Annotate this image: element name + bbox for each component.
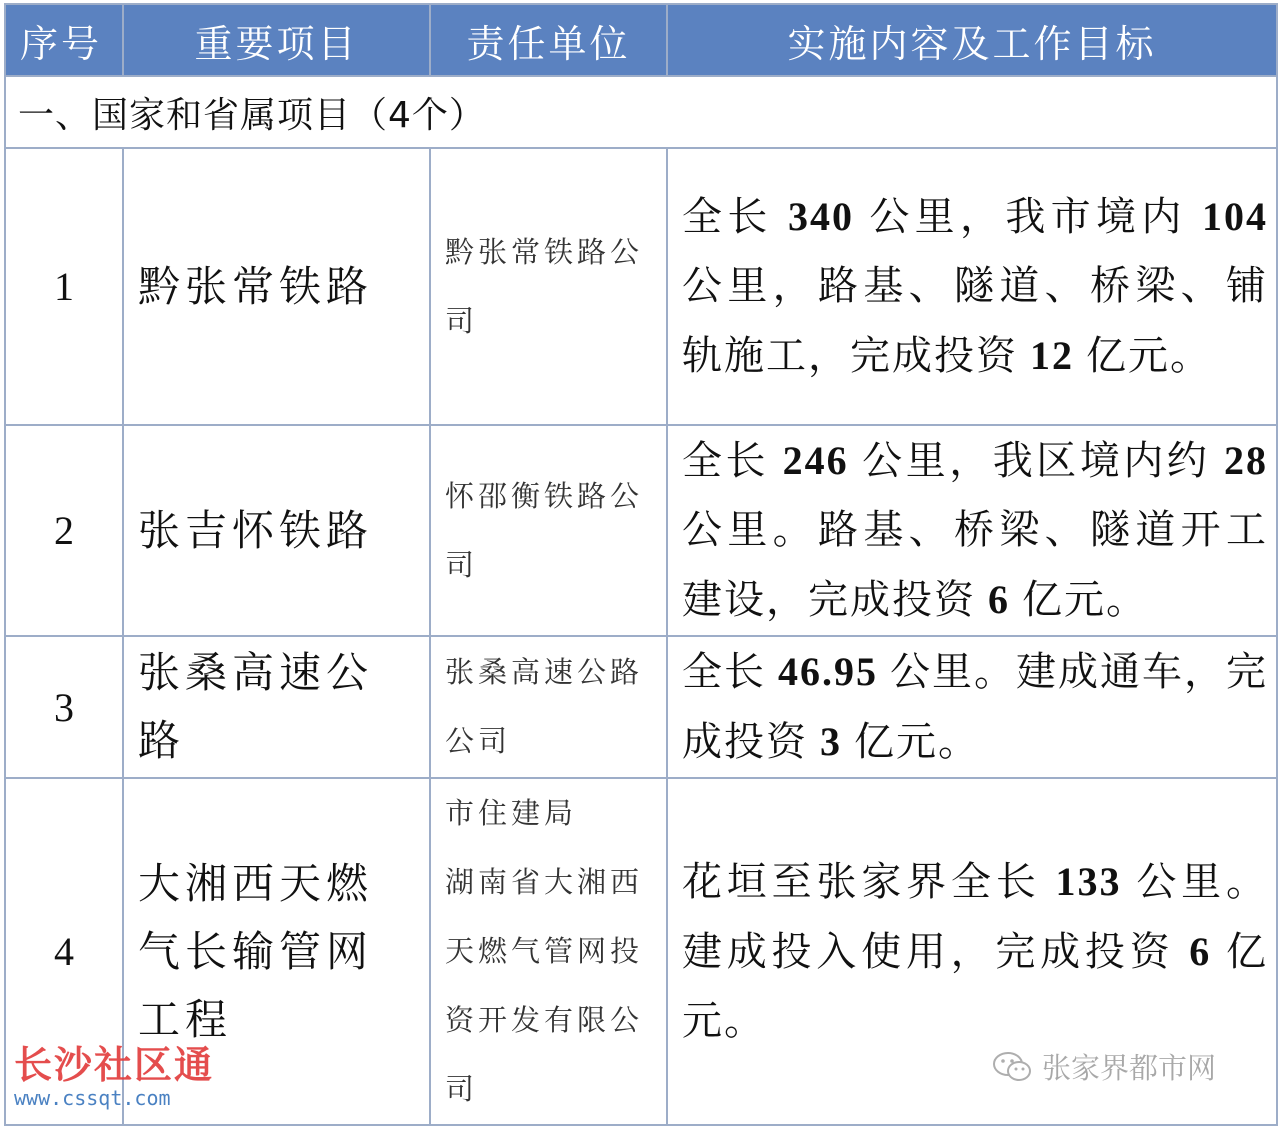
table-row bbox=[5, 425, 1277, 636]
project-name: 大湘西天燃气长输管网工程 bbox=[123, 778, 430, 1125]
content-text: 公里，我市境内 bbox=[869, 194, 1187, 240]
content-text: 公里，我区境内约 bbox=[862, 438, 1211, 484]
unit-line: 张桑高速公路公司 bbox=[445, 655, 644, 758]
project-content bbox=[667, 425, 1277, 636]
project-name: 张吉怀铁路 bbox=[123, 425, 430, 636]
content-number: 6 bbox=[976, 577, 1022, 622]
unit-line: 怀邵衡铁路公司 bbox=[445, 478, 644, 582]
header-unit: 责任单位 bbox=[430, 4, 667, 76]
content-text: 公里。建成通车，完成投资 bbox=[682, 649, 1268, 765]
row-number: 2 bbox=[5, 425, 123, 636]
content-number: 28 bbox=[1210, 438, 1269, 483]
unit-line: 湖南省大湘西天燃气管网投资开发有限公司 bbox=[445, 865, 644, 1106]
content-number: 133 bbox=[1040, 859, 1137, 904]
project-name: 黔张常铁路 bbox=[123, 148, 430, 425]
section-row bbox=[5, 76, 1277, 148]
watermark-url: www.cssqt.com bbox=[14, 1086, 171, 1110]
watermark-text: 张家界都市网 bbox=[1042, 1051, 1217, 1085]
project-content bbox=[667, 636, 1277, 778]
row-number: 1 bbox=[5, 148, 123, 425]
header-seq: 序号 bbox=[5, 4, 123, 76]
content-number: 246 bbox=[769, 438, 863, 483]
content-text: 公里。建成投入使用，完成投资 bbox=[682, 859, 1269, 975]
content-text: 全长 bbox=[682, 649, 766, 695]
watermark-right bbox=[992, 1046, 1216, 1087]
content-number: 3 bbox=[808, 719, 854, 764]
content-text: 亿元。 bbox=[1022, 577, 1148, 623]
header-row bbox=[5, 4, 1277, 76]
content-number: 12 bbox=[1018, 333, 1086, 378]
project-name: 张桑高速公路 bbox=[123, 636, 430, 778]
responsible-unit bbox=[430, 778, 667, 1125]
row-number: 3 bbox=[5, 636, 123, 778]
content-text: 公里，路基、隧道、桥梁、铺轨施工，完成投资 bbox=[682, 263, 1268, 379]
responsible-unit bbox=[430, 636, 667, 778]
watermark-left bbox=[14, 1043, 215, 1110]
header-project: 重要项目 bbox=[123, 4, 430, 76]
content-number: 46.95 bbox=[766, 649, 890, 694]
unit-line: 黔张常铁路公司 bbox=[445, 234, 644, 338]
row-number: 4 bbox=[5, 778, 123, 1125]
section-title: 一、国家和省属项目（4个） bbox=[5, 76, 1277, 148]
responsible-unit bbox=[430, 148, 667, 425]
header-content: 实施内容及工作目标 bbox=[667, 4, 1277, 76]
content-text: 亿元。 bbox=[1086, 333, 1212, 379]
table-row bbox=[5, 636, 1277, 778]
content-text: 亿元。 bbox=[682, 929, 1269, 1044]
content-text: 全长 bbox=[682, 438, 770, 484]
content-text: 亿元。 bbox=[854, 719, 980, 765]
content-text: 公里。路基、桥梁、隧道开工建设，完成投资 bbox=[682, 507, 1268, 623]
wechat-icon bbox=[992, 1049, 1034, 1085]
unit-line: 市住建局 bbox=[445, 796, 578, 830]
content-number: 340 bbox=[772, 194, 870, 239]
content-number: 104 bbox=[1186, 194, 1269, 239]
watermark-brand: 长沙社区通 bbox=[14, 1043, 215, 1087]
responsible-unit bbox=[430, 425, 667, 636]
project-content bbox=[667, 148, 1277, 425]
content-text: 全长 bbox=[682, 194, 773, 240]
projects-table bbox=[4, 3, 1278, 1126]
table-row bbox=[5, 148, 1277, 425]
content-text: 花垣至张家界全长 bbox=[682, 859, 1041, 905]
content-number: 6 bbox=[1174, 929, 1227, 974]
